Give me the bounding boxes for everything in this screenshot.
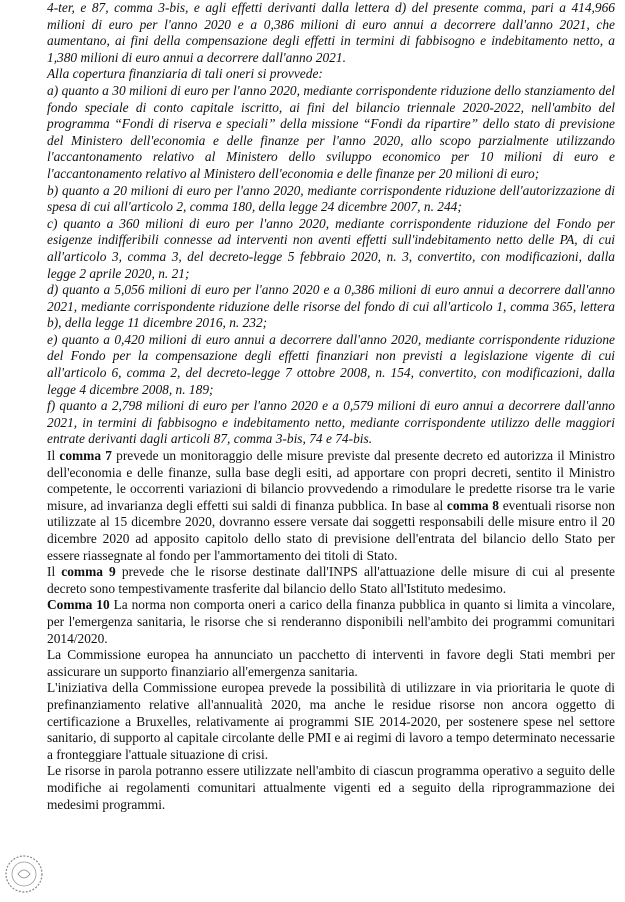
- official-stamp-icon: [4, 852, 44, 896]
- comma-9-text: prevede che le risorse destinate dall'INPS all'attuazione delle misure di cui al presente decreto sono tempestivamente trasferite dal bilancio dello Stato all'Istituto medesimo.: [47, 564, 615, 596]
- comma-9-label: comma 9: [61, 564, 116, 580]
- paragraph-commissione: La Commissione europea ha annunciato un pacchetto di interventi in favore degli Stati membri per assicurare un supporto finanziario all'emergenza sanitaria.: [47, 647, 615, 679]
- paragraph-risorse: Le risorse in parola potranno essere utilizzate nell'ambito di ciascun programma operativo a seguito delle modifiche ai regolamenti comunitari attualmente vigenti ed a seguito della riprogrammazione dei medesimi programmi.: [47, 763, 615, 812]
- paragraph-opening: 4-ter, e 87, comma 3-bis, e agli effetti derivanti dalla lettera d) del presente comma, pari a 414,966 milioni di euro per l'anno 2020 e a 0,386 milioni di euro annui a decorrere dall'anno 2021, che aumentano, ai fini della compensazione degli effetti in termini di fabbisogno e indebitamento netto, a 1,380 milioni di euro annui a decorrere dall'anno 2021.: [47, 0, 615, 65]
- paragraph-iniziativa: L'iniziativa della Commissione europea prevede la possibilità di utilizzare in via prioritaria le quote di prefinanziamento relative all'annualità 2020, ma anche le residue risorse non ancora oggetto di certificazione a Bruxelles, relativamente ai programmi SIE 2014-2020, per sostenere spese nel settore sanitario, di supporto al capitale circolante delle PMI e ai regimi di lavoro a tempo determinato necessarie a fronteggiare l'attuale situazione di crisi.: [47, 680, 615, 762]
- comma-9-prefix: Il: [47, 564, 62, 580]
- comma-8-text: eventuali risorse non utilizzate al 15 dicembre 2020, dovranno essere versate dai soggetti responsabili delle misure entro il 20 dicembre 2020 ad apposito capitolo dello stato di previsione dell'entrata del bilancio dello Stato per essere riassegnate al fondo per l'ammortamento dei titoli di Stato.: [47, 497, 616, 563]
- paragraph-comma-7: [47, 448, 615, 564]
- paragraph-item-f: f) quanto a 2,798 milioni di euro per l'anno 2020 e a 0,579 milioni di euro annui a decorrere dall'anno 2021, in termini di fabbisogno e indebitamento netto, mediante corrispondente utilizzo delle maggiori entrate derivanti dagli articoli 87, comma 3-bis, 74 e 74-bis.: [47, 398, 615, 447]
- paragraph-comma-9: [47, 564, 615, 597]
- comma-7-prefix: Il: [47, 448, 60, 464]
- comma-8-label: comma 8: [446, 497, 499, 513]
- paragraph-item-b: b) quanto a 20 milioni di euro per l'anno 2020, mediante corrispondente riduzione dell'autorizzazione di spesa di cui all'articolo 2, comma 180, della legge 24 dicembre 2007, n. 244;: [47, 182, 615, 215]
- paragraph-comma-10: [47, 597, 615, 647]
- paragraph-item-e: e) quanto a 0,420 milioni di euro annui a decorrere dall'anno 2020, mediante corrispondente riduzione del Fondo per la compensazione degli effetti finanziari non previsti a legislazione vigente di cui all'articolo 6, comma 2, del decreto-legge 7 ottobre 2008, n. 154, convertito, con modificazioni, dalla legge 4 dicembre 2008, n. 189;: [47, 331, 615, 397]
- paragraph-copertura: Alla copertura finanziaria di tali oneri si provvede:: [47, 66, 323, 82]
- paragraph-item-c: c) quanto a 360 milioni di euro per l'anno 2020, mediante corrispondente riduzione del Fondo per esigenze indifferibili connesse ad interventi non aventi effetti sull'indebitamento netto delle PA, di cui all'articolo 3, comma 3, del decreto-legge 5 febbraio 2020, n. 3, convertito, con modificazioni, dalla legge 2 aprile 2020, n. 21;: [47, 215, 615, 281]
- paragraph-item-a: a) quanto a 30 milioni di euro per l'anno 2020, mediante corrispondente riduzione dello stanziamento del fondo speciale di conto capitale iscritto, ai fini del bilancio triennale 2020-2022, nell'ambito del programma “Fondi di riserva e speciali” della missione “Fondi da ripartire” dello stato di previsione del Ministero dell'economia e delle finanze per l'anno 2020, allo scopo parzialmente utilizzando l'accantonamento relativo al Ministero dello sviluppo economico per 10 milioni di euro e l'accantonamento relativo al Ministero dell'economia e delle finanze per 20 milioni di euro;: [47, 82, 615, 181]
- comma-10-text: La norma non comporta oneri a carico della finanza pubblica in quanto si limita a vincolare, per l'emergenza sanitaria, le risorse che si renderanno disponibili nell'ambito dei programmi comunitari 2014/2020.: [47, 597, 615, 646]
- comma-7-label: comma 7: [59, 448, 112, 464]
- comma-7-text: prevede un monitoraggio delle misure previste dal presente decreto ed autorizza il Ministro dell'economia e delle finanze, sulla base degli esiti, ad apportare con propri decreti, sentito il Ministro competente, le occorrenti variazioni di bilancio provvedendo a rimodulare le predette risorse tra le varie misure, ad invarianza degli effetti sui saldi di finanza pubblica. In base al: [47, 448, 616, 513]
- paragraph-item-d: d) quanto a 5,056 milioni di euro per l'anno 2020 e a 0,386 milioni di euro annui a decorrere dall'anno 2021, mediante corrispondente riduzione delle risorse del fondo di cui all'articolo 1, comma 365, lettera b), della legge 11 dicembre 2016, n. 232;: [47, 282, 615, 331]
- document-body: [47, 0, 615, 813]
- comma-10-label: Comma 10: [47, 597, 110, 613]
